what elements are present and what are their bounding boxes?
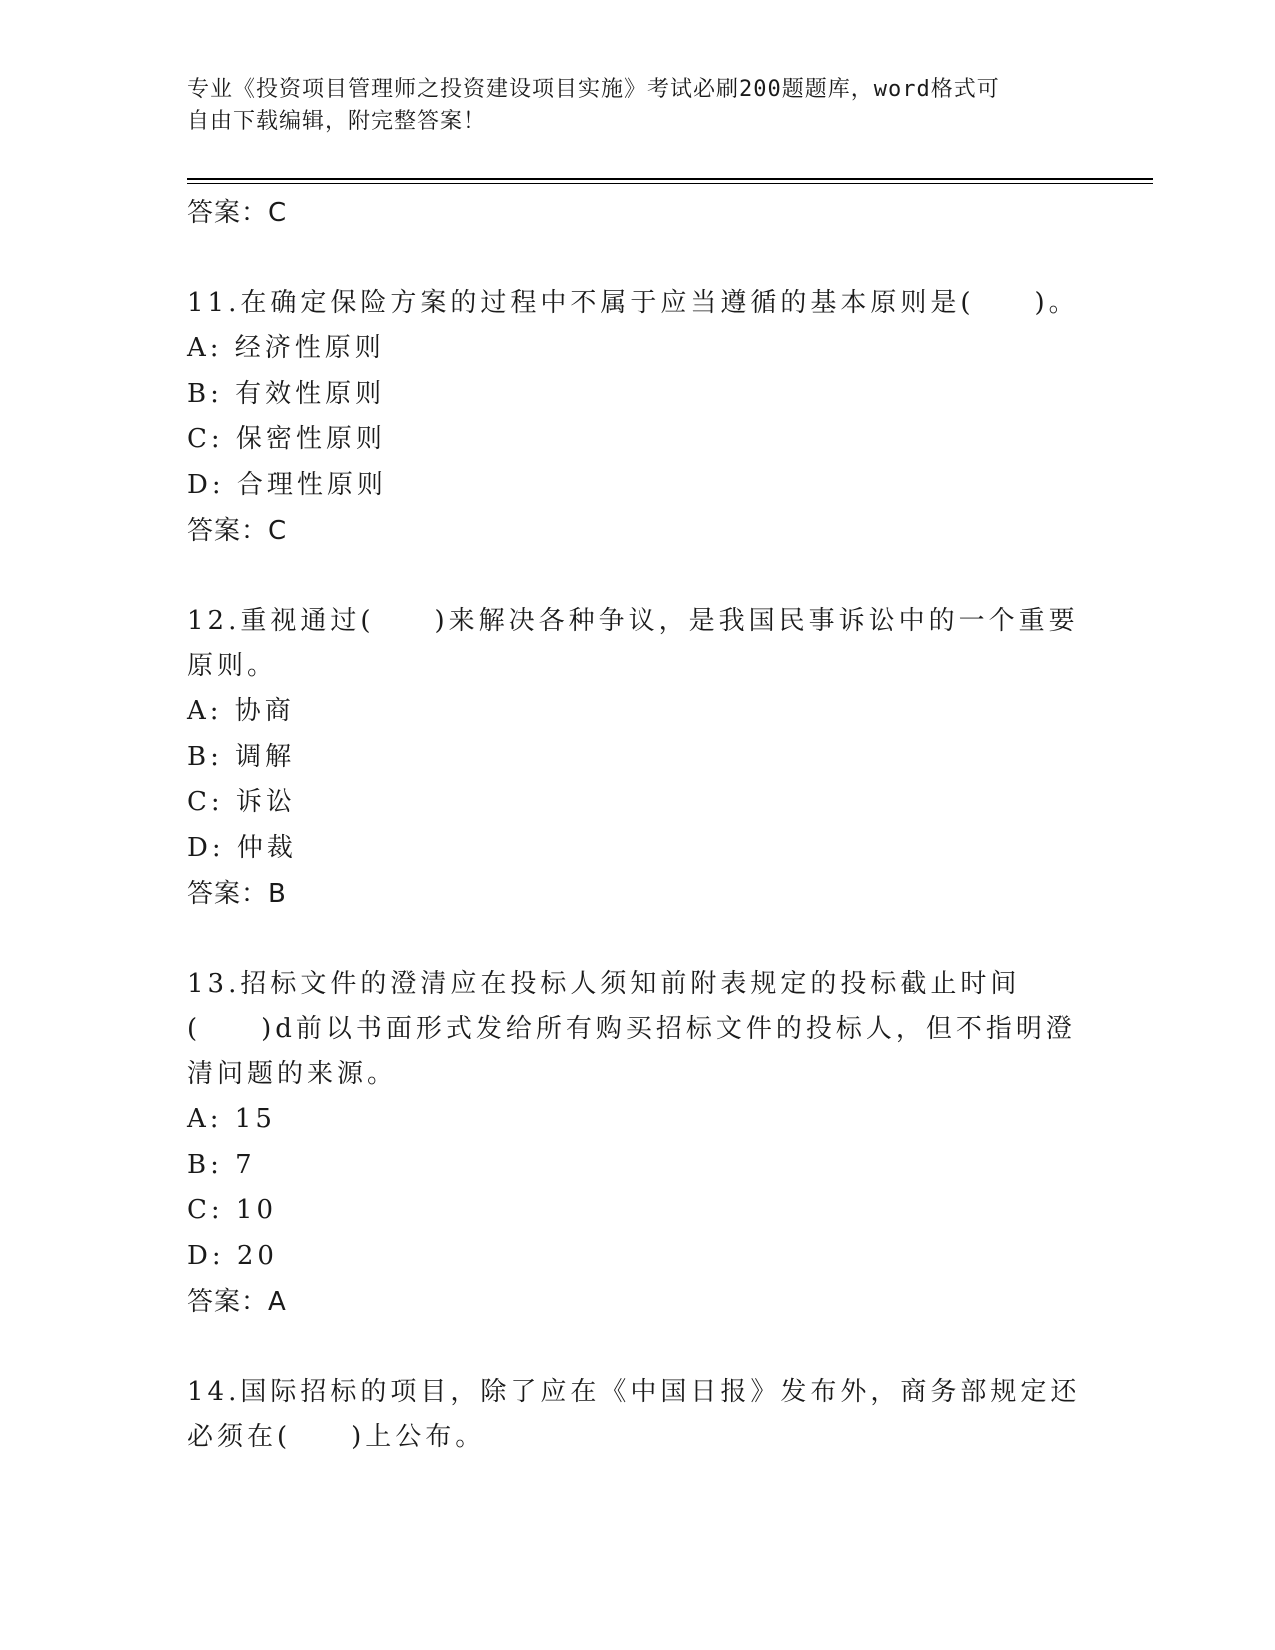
header-divider-thick	[187, 178, 1153, 180]
question-13-answer: 答案：A	[187, 1287, 287, 1317]
page-header	[187, 74, 1067, 138]
question-13-option-a: A: 15	[187, 1104, 276, 1134]
question-13-option-b: B: 7	[187, 1149, 256, 1180]
question-list	[187, 190, 1087, 1460]
question-12-stem: 12.重视通过( )来解决各种争议，是我国民事诉讼中的一个重要原则。	[187, 606, 1079, 681]
spacer	[187, 236, 1087, 281]
question-12-answer: 答案：B	[187, 879, 287, 909]
question-13-stem: 13.招标文件的澄清应在投标人须知前附表规定的投标截止时间( )d前以书面形式发给所有购买招标文件的投标人，但不指明澄清问题的来源。	[187, 969, 1076, 1089]
question-11-option-c: C: 保密性原则	[187, 424, 386, 454]
question-14-stem: 14.国际招标的项目，除了应在《中国日报》发布外，商务部规定还必须在( )上公布。	[187, 1377, 1081, 1452]
header-line-2: 自由下载编辑，附完整答案！	[187, 109, 487, 134]
question-12-option-a: A: 协商	[187, 696, 295, 726]
header-line-1: 专业《投资项目管理师之投资建设项目实施》考试必刷200题题库，word格式可	[187, 77, 1000, 102]
question-11-answer: 答案：C	[187, 516, 288, 546]
spacer	[187, 917, 1087, 962]
question-13-option-d: D: 20	[187, 1240, 278, 1271]
question-12-option-b: B: 调解	[187, 741, 296, 772]
question-12-option-d: D: 仲裁	[187, 832, 297, 863]
question-11-option-d: D: 合理性原则	[187, 469, 387, 500]
header-divider-thin	[187, 183, 1153, 184]
question-12-option-c: C: 诉讼	[187, 787, 296, 817]
question-11-option-b: B: 有效性原则	[187, 378, 386, 409]
spacer	[187, 1325, 1087, 1370]
previous-answer: 答案：C	[187, 198, 288, 228]
question-13-option-c: C: 10	[187, 1195, 278, 1225]
question-11-option-a: A: 经济性原则	[187, 333, 385, 363]
question-11-stem: 11.在确定保险方案的过程中不属于应当遵循的基本原则是( )。	[187, 288, 1079, 318]
spacer	[187, 554, 1087, 599]
